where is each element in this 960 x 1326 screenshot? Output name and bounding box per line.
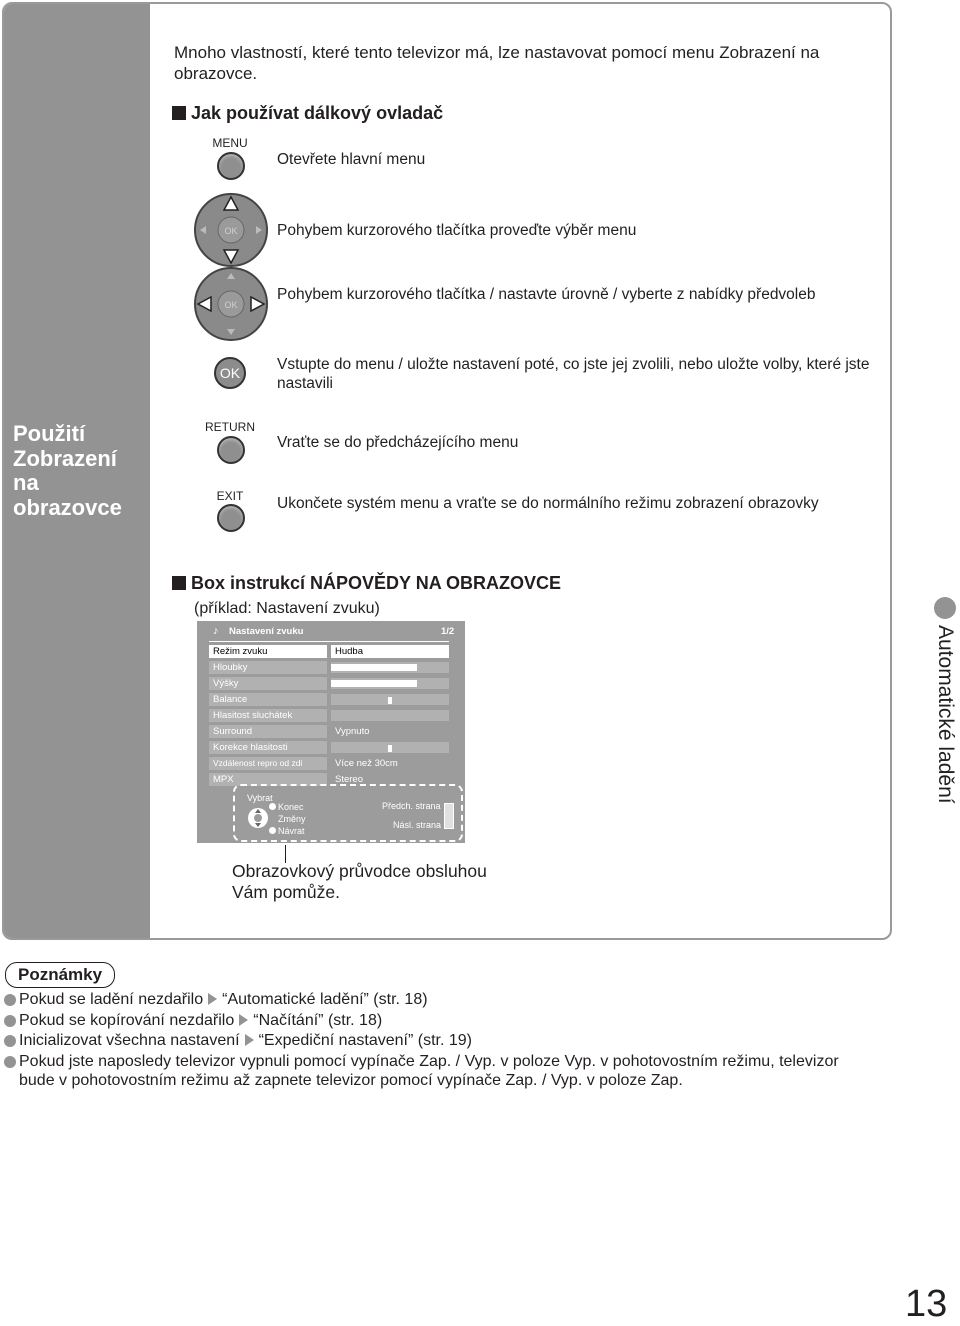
osd-row bbox=[209, 757, 449, 770]
return-button-label: RETURN bbox=[205, 420, 255, 434]
osd-row-label: Surround bbox=[209, 725, 327, 738]
sidebar-title: Použití Zobrazení na obrazovce bbox=[13, 421, 122, 520]
return-desc: Vraťte se do předcházejícího menu bbox=[277, 434, 519, 451]
arrow-right-icon bbox=[245, 1034, 254, 1046]
ok-desc: Vstupte do menu / uložte nastavení poté, co jste jej zvolili, nebo uložte volby, které jste nastavili bbox=[277, 356, 870, 392]
cursor-leftright-icon bbox=[193, 266, 269, 342]
menu-button-icon bbox=[217, 152, 245, 180]
help-section-subheading: (příklad: Nastavení zvuku) bbox=[194, 600, 380, 617]
osd-level-pointer bbox=[388, 745, 392, 752]
page-scroll-icon bbox=[444, 803, 454, 829]
note-text: Pokud se kopírování nezdařilo bbox=[19, 1012, 235, 1029]
cursor-updown-icon bbox=[193, 192, 269, 268]
arrow-right-icon bbox=[239, 1014, 248, 1026]
ok-button-icon: OK bbox=[214, 357, 246, 389]
osd-row-value: Vypnuto bbox=[335, 726, 370, 737]
bullet-icon bbox=[269, 803, 276, 810]
osd-row bbox=[209, 709, 449, 722]
cursor-updown-desc: Pohybem kurzorového tlačítka proveďte výběr menu bbox=[277, 222, 637, 239]
osd-title: Nastavení zvuku bbox=[229, 626, 304, 637]
osd-row-label: Vzdálenost repro od zdi bbox=[209, 757, 327, 770]
note-text: Pokud se ladění nezdařilo bbox=[19, 991, 204, 1008]
osd-row-value: Hudba bbox=[331, 645, 449, 658]
osd-row bbox=[209, 693, 449, 706]
osd-row-label: Výšky bbox=[209, 677, 327, 690]
remote-section-heading-text: Jak používat dálkový ovladač bbox=[191, 103, 444, 123]
osd-row-label: Hloubky bbox=[209, 661, 327, 674]
note-ref: “Expediční nastavení” (str. 19) bbox=[258, 1032, 473, 1049]
note-item bbox=[19, 1031, 472, 1050]
osd-row bbox=[209, 645, 449, 658]
vertical-section-tab bbox=[935, 597, 957, 804]
osd-row-label: Balance bbox=[209, 693, 327, 706]
notes-title: Poznámky bbox=[5, 962, 115, 988]
sidebar bbox=[4, 4, 150, 938]
square-bullet-icon bbox=[172, 576, 186, 590]
note-bullet-icon bbox=[4, 1056, 16, 1068]
osd-menu bbox=[197, 621, 465, 843]
note-item bbox=[19, 1011, 382, 1030]
osd-level-bar bbox=[331, 664, 417, 671]
osd-header bbox=[197, 621, 465, 641]
note-text: Pokud jste naposledy televizor vypnuli pomocí vypínače Zap. / Vyp. v poloze Vyp. v pohotovostním režimu, televizor bude v pohotovostním režimu až zapnete televizor pomocí vypínače Zap. / Vyp. v poloze Zap. bbox=[19, 1053, 839, 1089]
osd-row bbox=[209, 661, 449, 674]
osd-level-bar bbox=[331, 680, 417, 687]
music-note-icon: ♪ bbox=[213, 625, 219, 637]
osd-help-prev-page: Předch. strana bbox=[382, 801, 441, 811]
osd-row-label: Korekce hlasitosti bbox=[209, 741, 327, 754]
osd-help-next-page: Násl. strana bbox=[393, 820, 442, 830]
arrow-right-icon bbox=[208, 993, 217, 1005]
note-ref: “Automatické ladění” (str. 18) bbox=[222, 991, 428, 1008]
help-section-heading-text: Box instrukcí NÁPOVĚDY NA OBRAZOVCE bbox=[191, 573, 562, 593]
remote-section-heading bbox=[172, 103, 443, 124]
note-ref: “Načítání” (str. 18) bbox=[253, 1012, 383, 1029]
osd-level-pointer bbox=[388, 697, 392, 704]
osd-page: 1/2 bbox=[441, 626, 455, 637]
menu-desc: Otevřete hlavní menu bbox=[277, 151, 426, 168]
osd-bar-track bbox=[331, 710, 449, 721]
osd-row-value: Stereo bbox=[335, 774, 363, 785]
help-callout: Obrazovkový průvodce obsluhou Vám pomůže. bbox=[232, 861, 487, 902]
intro-text: Mnoho vlastností, které tento televizor má, lze nastavovat pomocí menu Zobrazení na obrazovce. bbox=[174, 43, 820, 83]
svg-text:OK: OK bbox=[224, 300, 238, 310]
osd-row bbox=[209, 725, 449, 738]
help-section-heading bbox=[172, 573, 561, 594]
osd-row bbox=[209, 677, 449, 690]
osd-help-select: Vybrat bbox=[247, 793, 273, 803]
osd-help-return: Návrat bbox=[278, 826, 305, 836]
return-button-icon bbox=[217, 436, 245, 464]
note-item bbox=[19, 1052, 849, 1090]
exit-button-icon bbox=[217, 504, 245, 532]
note-bullet-icon bbox=[4, 1035, 16, 1047]
osd-row-value: Více než 30cm bbox=[335, 758, 398, 769]
svg-text:OK: OK bbox=[224, 226, 238, 236]
page-number: 13 bbox=[905, 1283, 948, 1325]
osd-row-label: Režim zvuku bbox=[209, 645, 327, 658]
vertical-section-tab-label: Automatické ladění bbox=[934, 625, 957, 804]
content-frame bbox=[2, 2, 892, 940]
osd-row bbox=[209, 741, 449, 754]
note-bullet-icon bbox=[4, 1015, 16, 1027]
osd-help-change: Změny bbox=[278, 814, 306, 824]
note-bullet-icon bbox=[4, 994, 16, 1006]
osd-divider bbox=[209, 641, 449, 642]
bullet-icon bbox=[269, 827, 276, 834]
exit-desc: Ukončete systém menu a vraťte se do normálního režimu zobrazení obrazovky bbox=[277, 495, 819, 512]
osd-row-label: MPX bbox=[209, 773, 327, 786]
note-text: Inicializovat všechna nastavení bbox=[19, 1032, 240, 1049]
osd-help-exit: Konec bbox=[278, 802, 304, 812]
menu-button-label: MENU bbox=[212, 136, 248, 150]
exit-button-label: EXIT bbox=[216, 489, 244, 503]
osd-row-label: Hlasitost sluchátek bbox=[209, 709, 327, 722]
square-bullet-icon bbox=[172, 106, 186, 120]
tab-dot-icon bbox=[934, 597, 956, 619]
cursor-leftright-desc: Pohybem kurzorového tlačítka / nastavte úrovně / vyberte z nabídky předvoleb bbox=[277, 286, 816, 303]
cursor-small-icon bbox=[247, 807, 269, 829]
note-item bbox=[19, 990, 428, 1009]
